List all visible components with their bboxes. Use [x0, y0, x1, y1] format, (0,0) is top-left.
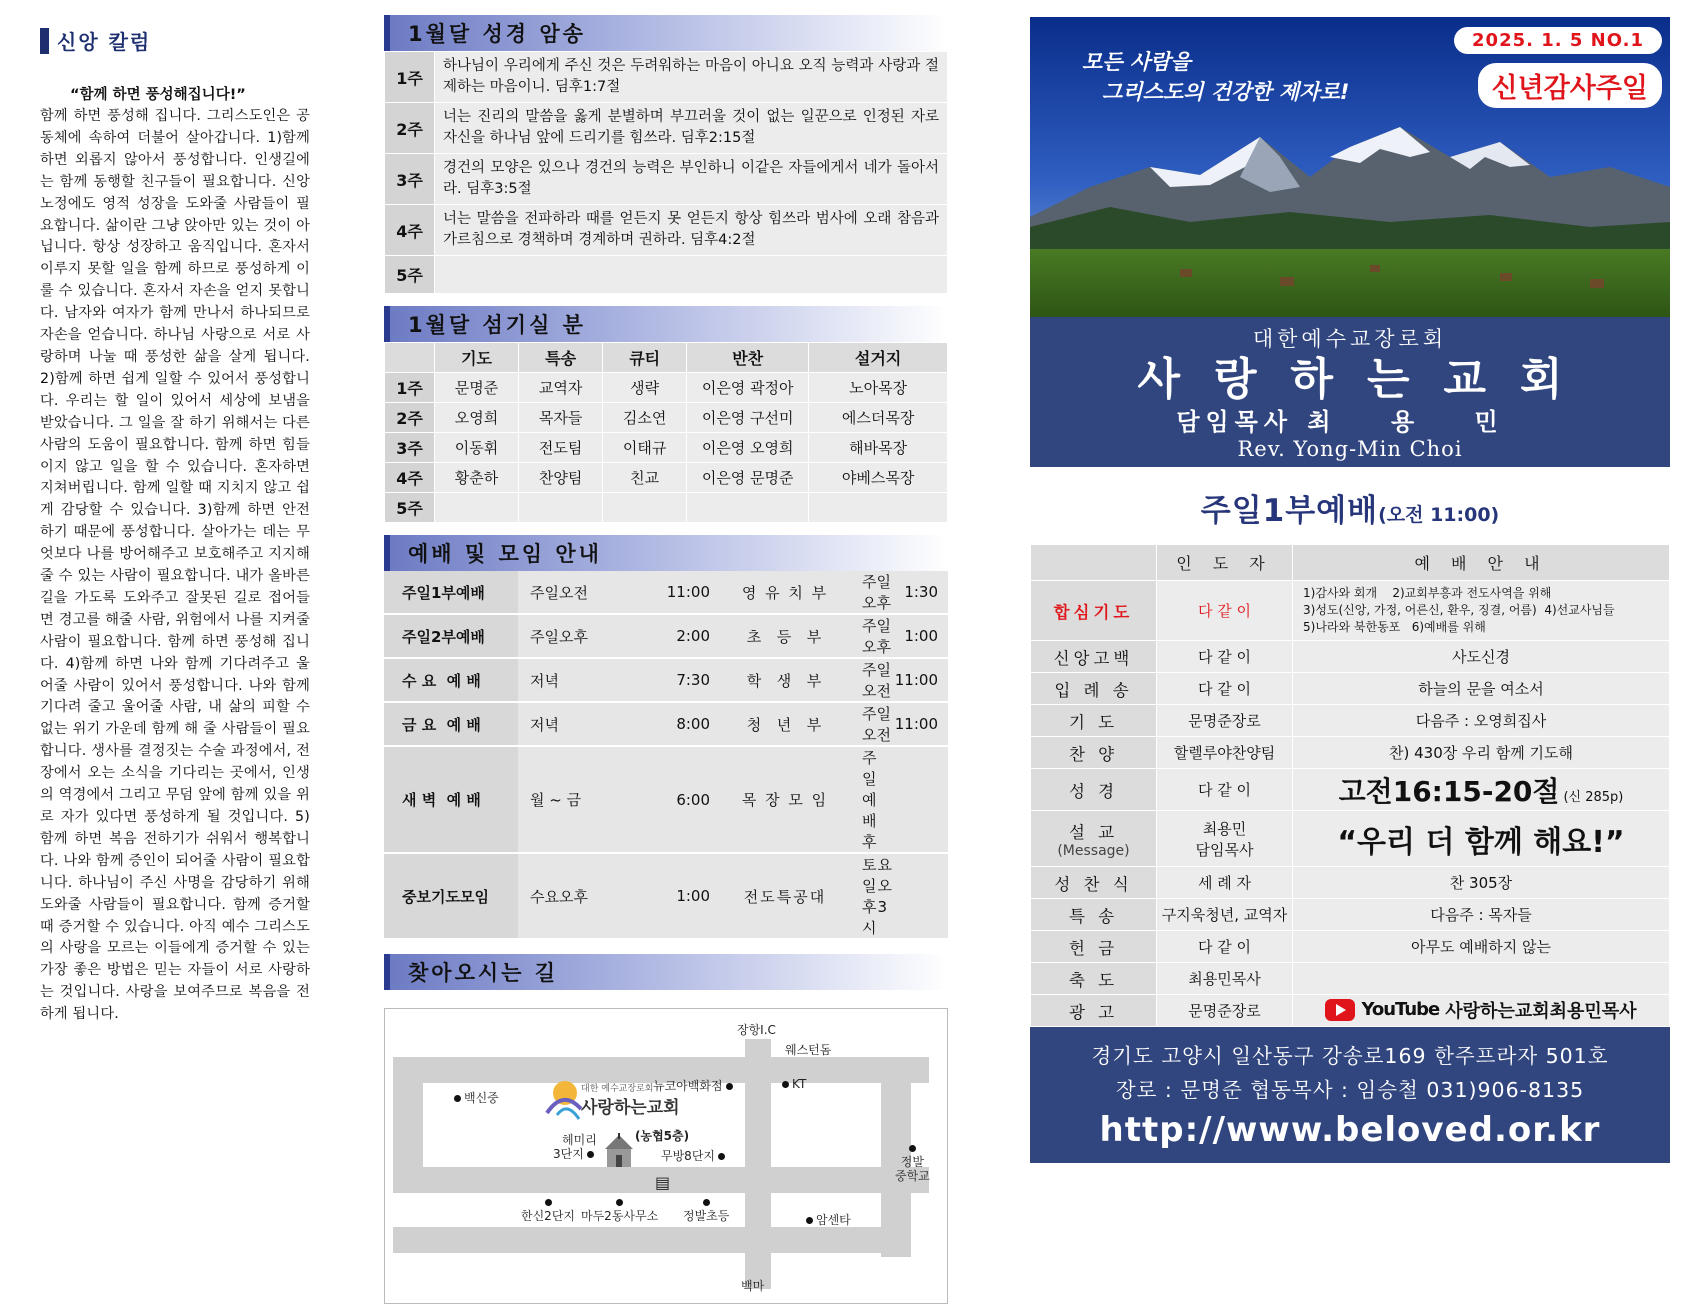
roster-cell: 찬양팀: [519, 463, 603, 493]
verse-table: [384, 51, 948, 294]
order-label-text: 성 경: [1068, 781, 1119, 801]
roster-row: [385, 433, 948, 463]
map-label-jeongbal: 정발 중학교: [895, 1141, 930, 1183]
schedule-row: [384, 614, 948, 658]
order-leader: [1157, 867, 1293, 899]
verse-text: 너는 말씀을 전파하라 때를 얻든지 못 얻든지 항상 힘쓰라 범사에 오래 참음과 가르침으로 경책하며 경계하며 권하라. 딤후4:2절: [435, 205, 948, 256]
order-of-service-table: [1030, 544, 1670, 1027]
map-header: [384, 954, 948, 990]
verse-row: [385, 256, 948, 294]
order-label: [1031, 811, 1157, 867]
roster-cell: 친교: [603, 463, 687, 493]
order-label-sub: (Message): [1057, 842, 1130, 859]
schedule-time2: 11:00: [895, 702, 948, 746]
column-subtitle: “함께 하면 풍성해집니다!”: [70, 87, 246, 103]
roster-cell: [603, 493, 687, 523]
column-header-bar: [40, 28, 49, 54]
order-leader-text: 다 같 이: [1197, 602, 1251, 620]
scripture-page: (신 285p): [1563, 789, 1624, 805]
order-info: [1293, 995, 1670, 1027]
map-label-nonghyup: (농협5층): [635, 1129, 690, 1143]
map-label-western: 웨스턴돔: [785, 1043, 832, 1057]
order-header-leader: 인 도 자: [1157, 545, 1293, 581]
roster-row: [385, 403, 948, 433]
schedule-name: 주일1부예배: [384, 571, 518, 614]
verses-title: 1월달 성경 암송: [408, 22, 586, 46]
roster-cell: 생략: [603, 373, 687, 403]
roster-cell: 해바목장: [809, 433, 948, 463]
roster-cell: 이태규: [603, 433, 687, 463]
map-label-jangh: 장항I.C: [737, 1023, 776, 1037]
order-info: [1293, 963, 1670, 995]
schedule-row: [384, 702, 948, 746]
pastor-name: 최 용 민: [1307, 408, 1524, 436]
middle-panel: [384, 15, 948, 1304]
roster-cell: 에스더목장: [809, 403, 948, 433]
column-header: [40, 26, 310, 55]
order-label-text: 헌 금: [1068, 938, 1119, 958]
order-leader-text: 구지욱청년, 교역자: [1161, 906, 1288, 924]
footer-address: 경기도 고양시 일산동구 강송로169 한주프라자 501호: [1091, 1044, 1609, 1068]
order-label: [1031, 899, 1157, 931]
order-info: [1293, 769, 1670, 811]
order-info-text: 찬) 430장 우리 함께 기도해: [1389, 744, 1573, 762]
map-label-madu: 마두2동사무소: [581, 1195, 658, 1223]
verse-text: [435, 256, 948, 294]
schedule-table: [384, 571, 948, 940]
order-label: [1031, 867, 1157, 899]
schedule-name2: 청 년 부: [720, 702, 850, 746]
order-row: [1031, 931, 1670, 963]
roster-header-row: [385, 343, 948, 373]
schedule-name: 새 벽 예 배: [384, 746, 518, 853]
roster-week: 2주: [385, 403, 435, 433]
order-leader: [1157, 811, 1293, 867]
verse-week: 2주: [385, 103, 435, 154]
schedule-row: [384, 658, 948, 702]
roster-cell: 야베스목장: [809, 463, 948, 493]
roster-cell: [687, 493, 809, 523]
map-label-jeongbalcho: 정발초등: [683, 1195, 729, 1223]
order-info: [1293, 737, 1670, 769]
directions-map: [384, 1008, 948, 1304]
roster-cell: [435, 493, 519, 523]
schedule-time: 1:00: [664, 853, 720, 939]
roster-cell: 문명준: [435, 373, 519, 403]
schedule-day: 저녁: [518, 702, 664, 746]
roster-cell: [519, 493, 603, 523]
order-label-text: 설 교: [1068, 822, 1119, 842]
slogan-line-1: 모든 사람을: [1082, 50, 1191, 74]
roster-week: 4주: [385, 463, 435, 493]
order-row: [1031, 641, 1670, 673]
order-label: [1031, 737, 1157, 769]
roster-week: 3주: [385, 433, 435, 463]
schedule-day: 주일오후: [518, 614, 664, 658]
schedule-name2: 전도특공대: [720, 853, 850, 939]
order-row: [1031, 995, 1670, 1027]
schedule-title: 예배 및 모임 안내: [408, 542, 602, 566]
roster-header: [384, 306, 948, 342]
youtube-wordmark: YouTube: [1361, 999, 1440, 1020]
map-label-hemiri: 헤미리 3단지: [553, 1133, 597, 1161]
order-leader: [1157, 673, 1293, 705]
order-info-text: 하늘의 문을 여소서: [1418, 680, 1544, 698]
order-label-text: 기 도: [1068, 712, 1119, 732]
order-info: [1293, 641, 1670, 673]
order-leader: [1157, 963, 1293, 995]
map-label-baeksin: 백신중: [451, 1089, 499, 1106]
schedule-name: 수 요 예 배: [384, 658, 518, 702]
roster-cell: 노아목장: [809, 373, 948, 403]
order-label: [1031, 705, 1157, 737]
roster-header-cell: 특송: [519, 343, 603, 373]
schedule-time: 6:00: [664, 746, 720, 853]
roster-title: 1월달 섬기실 분: [408, 313, 586, 337]
order-row: [1031, 811, 1670, 867]
order-info-text: 아무도 예배하지 않는: [1411, 938, 1551, 956]
roster-header-cell: 큐티: [603, 343, 687, 373]
order-label-text: 찬 양: [1068, 744, 1119, 764]
schedule-day: 저녁: [518, 658, 664, 702]
order-leader-text: 다 같 이: [1197, 680, 1251, 698]
order-leader: [1157, 737, 1293, 769]
schedule-day: 주일오전: [518, 571, 664, 614]
order-info-text: 다음주 : 목자들: [1430, 906, 1532, 924]
pastor-line: [1030, 407, 1670, 437]
order-leader-text: 할렐루야찬양팀: [1173, 744, 1276, 762]
map-label-baekma: 백마: [741, 1279, 765, 1293]
schedule-row: [384, 571, 948, 614]
schedule-name: 금 요 예 배: [384, 702, 518, 746]
roster-cell: 이은영 구선미: [687, 403, 809, 433]
order-leader-text: 문명준장로: [1188, 712, 1261, 730]
order-leader: [1157, 705, 1293, 737]
order-info-text: 찬 305장: [1449, 874, 1513, 892]
verses-header: [384, 15, 948, 51]
roster-header-cell: 설거지: [809, 343, 948, 373]
pastor-title: 담임목사: [1176, 408, 1294, 436]
verse-row: [385, 205, 948, 256]
youtube-channel: 사랑하는교회최용민목사: [1445, 1000, 1637, 1022]
map-title: 찾아오시는 길: [408, 961, 559, 985]
roster-week: 1주: [385, 373, 435, 403]
order-label: [1031, 581, 1157, 641]
order-leader: [1157, 581, 1293, 641]
roster-cell: 교역자: [519, 373, 603, 403]
schedule-day: 월 ~ 금: [518, 746, 664, 853]
sunday-badge: 신년감사주일: [1478, 63, 1663, 108]
schedule-time: 8:00: [664, 702, 720, 746]
verse-row: [385, 103, 948, 154]
order-info: [1293, 705, 1670, 737]
order-info: [1293, 899, 1670, 931]
schedule-name: 주일2부예배: [384, 614, 518, 658]
verse-text: 하나님이 우리에게 주신 것은 두려워하는 마음이 아니요 오직 능력과 사랑과 절제하는 마음이니. 딤후1:7절: [435, 52, 948, 103]
pastor-english-name: Rev. Yong-Min Choi: [1237, 437, 1463, 461]
verse-text: 너는 진리의 말씀을 옳게 분별하며 부끄러울 것이 없는 일꾼으로 인정된 자로 자신을 하나님 앞에 드리기를 힘쓰라. 딤후2:15절: [435, 103, 948, 154]
order-info: [1293, 931, 1670, 963]
youtube-link[interactable]: [1325, 997, 1636, 1023]
address-footer: [1030, 1027, 1670, 1163]
order-header-blank: [1031, 545, 1157, 581]
order-leader: [1157, 899, 1293, 931]
order-leader-text: 문명준장로: [1188, 1002, 1261, 1020]
order-info: [1293, 867, 1670, 899]
crosswalk-icon: ▤: [655, 1173, 670, 1192]
order-label-text: 축 도: [1068, 970, 1119, 990]
schedule-name2: 영 유 치 부: [720, 571, 850, 614]
column-title: 신앙 칼럼: [57, 30, 152, 54]
service-time: (오전 11:00): [1378, 504, 1500, 526]
order-row: [1031, 705, 1670, 737]
church-name: 사랑하는교회: [1137, 354, 1597, 405]
map-road-bottom: [393, 1227, 911, 1253]
roster-cell: 오영희: [435, 403, 519, 433]
verse-week: 5주: [385, 256, 435, 294]
roster-cell: 이은영 곽정아: [687, 373, 809, 403]
order-leader-text: 세 례 자: [1197, 874, 1251, 892]
cover-image: [1030, 17, 1670, 317]
scripture-reference: 고전16:15-20절: [1338, 774, 1560, 808]
denomination: 대한예수교장로회: [1252, 327, 1448, 351]
order-row: [1031, 737, 1670, 769]
order-leader: [1157, 931, 1293, 963]
order-leader: [1157, 769, 1293, 811]
schedule-name2: 학 생 부: [720, 658, 850, 702]
order-label-text: 광 고: [1068, 1002, 1119, 1022]
slogan-line-2: 그리스도의 건강한 제자로!: [1102, 80, 1350, 104]
schedule-day2: 주일오후: [850, 571, 895, 614]
roster-row: [385, 493, 948, 523]
order-label-text: 합심기도: [1053, 602, 1134, 622]
map-label-hanshin: 한신2단지: [521, 1195, 575, 1223]
order-leader: [1157, 995, 1293, 1027]
verse-row: [385, 154, 948, 205]
order-label: [1031, 769, 1157, 811]
roster-cell: 목자들: [519, 403, 603, 433]
service-name: 주일1부예배: [1200, 493, 1379, 529]
verse-text: 경건의 모양은 있으나 경건의 능력은 부인하니 이같은 자들에게서 네가 돌아서라. 딤후3:5절: [435, 154, 948, 205]
date-badge: 2025. 1. 5 NO.1: [1454, 27, 1662, 54]
order-label-text: 신앙고백: [1053, 648, 1134, 668]
schedule-name2: 초 등 부: [720, 614, 850, 658]
order-leader-text: 다 같 이: [1197, 648, 1251, 666]
roster-header-cell: [385, 343, 435, 373]
schedule-day2: 토요일오후3시: [850, 853, 895, 939]
order-info: [1293, 581, 1670, 641]
verse-week: 3주: [385, 154, 435, 205]
schedule-time2: 1:30: [895, 571, 948, 614]
schedule-name2: 목 장 모 임: [720, 746, 850, 853]
schedule-time: 7:30: [664, 658, 720, 702]
schedule-time2: [895, 853, 948, 939]
order-label: [1031, 931, 1157, 963]
faith-column: [40, 20, 310, 1026]
roster-week: 5주: [385, 493, 435, 523]
footer-url[interactable]: http://www.beloved.or.kr: [1099, 1110, 1601, 1150]
schedule-day: 수요오후: [518, 853, 664, 939]
verse-week: 4주: [385, 205, 435, 256]
schedule-row: [384, 746, 948, 853]
order-row: [1031, 899, 1670, 931]
order-label: [1031, 641, 1157, 673]
footer-contacts: 장로 : 문명준 협동목사 : 임승철 031)906-8135: [1115, 1078, 1585, 1102]
order-label: [1031, 963, 1157, 995]
roster-cell: 이은영 문명준: [687, 463, 809, 493]
schedule-time2: 1:00: [895, 614, 948, 658]
cover-slogan: [1082, 47, 1349, 107]
order-row: [1031, 769, 1670, 811]
order-row: [1031, 673, 1670, 705]
order-leader-text: 다 같 이: [1197, 781, 1251, 799]
order-leader-text: 최용민목사: [1188, 970, 1261, 988]
order-header-row: [1031, 545, 1670, 581]
schedule-day2: 주일오후: [850, 614, 895, 658]
schedule-time2: [895, 746, 948, 853]
order-leader-text: 최용민: [1202, 819, 1247, 838]
order-label: [1031, 995, 1157, 1027]
roster-cell: [809, 493, 948, 523]
order-info: [1293, 673, 1670, 705]
roster-row: [385, 373, 948, 403]
order-label: [1031, 673, 1157, 705]
map-label-kt: KT: [779, 1077, 806, 1091]
church-building-icon: [599, 1133, 639, 1169]
sermon-title: “우리 더 함께 해요!”: [1337, 824, 1625, 860]
service-title: [1030, 485, 1670, 530]
order-row: [1031, 581, 1670, 641]
roster-header-cell: 반찬: [687, 343, 809, 373]
roster-cell: 이동휘: [435, 433, 519, 463]
roster-cell: 이은영 오영희: [687, 433, 809, 463]
roster-cell: 전도팀: [519, 433, 603, 463]
roster-cell: 김소연: [603, 403, 687, 433]
order-leader: [1157, 641, 1293, 673]
map-label-newcore: 뉴코아백화점: [653, 1077, 736, 1094]
verse-row: [385, 52, 948, 103]
order-info-text: 다음주 : 오영희집사: [1415, 712, 1547, 730]
roster-cell: 황춘하: [435, 463, 519, 493]
order-info: [1293, 811, 1670, 867]
order-label-text: 특 송: [1068, 906, 1119, 926]
roster-table: [384, 342, 948, 523]
roster-header-cell: 기도: [435, 343, 519, 373]
map-road-left: [393, 1057, 423, 1193]
right-panel: [1030, 17, 1670, 1163]
column-body: 함께 하면 풍성해 집니다. 그리스도인은 공동체에 속하여 더불어 살아갑니다. 1)함께 하면 외롭지 않아서 풍성합니다. 인생길에는 함께 동행할 친구들이 필요합니다. 신앙노정에도 영적 성장을 도와줄 사람들이 필요합니다. 삶이란 그냥 앉아만 있는 것이 아닙니다. 항상 성장하고 움직입니다. 혼자서 이루지 못할 일을 함께 하므로 풍성하게 이룰 수 있습니다. 혼자서 자손을 얻지 못합니다. 남자와 여자가 함께 만나서 하나되므로 자손을 얻습니다. 하나님 사랑으로 서로 사랑하며 나눌 때 풍성한 삶을 살게 됩니다. 2)함께 하면 쉽게 일할 수 있어서 풍성합니다. 우리는 할 일이 있어서 세상에 보냄을 받았습니다. 그 일을 잘 하기 위해서는 다른 사람의 도움이 필요합니다. 함께 하면 힘들이지 않고 일을 할 수 있습니다. 혼자하면 지쳐버립니다. 함께 일할 때 지치지 않고 쉽게 감당할 수 있습니다. 3)함께 하면 안전하기 때문에 풍성합니다. 살아가는 데는 무엇보다 나를 방어해주고 보호해주고 지지해 줄 수 있는 사람이 필요합니다. 내가 올바른 길을 가도록 도와주고 잘못된 길로 접어들면 경고를 해줄 사람, 위험에서 나를 지켜줄 사람이 필요합니다. 함께 하면 풍성해 집니다. 4)함께 하면 나와 함께 기다려주고 울어줄 사람이 있어서 풍성합니다. 나와 함께 기다려 줄고 울어줄 사람, 내 삶의 피할 수 없는 위기 가운데 함께 해 줄 사람들이 필요합니다. 생사를 결정짓는 수술 과정에서, 전장에서 오는 소식을 기다리는 곳에서, 인생의 역경에서 그리고 무덤 앞에 함께 있을 위로 자가 있다면 풍성하게 될 것입니다. 5)함께 하면 복음 전하기가 쉬워서 행복합니다. 나와 함께 증인이 되어줄 사람이 필요합니다. 하나님이 주신 사명을 감당하기 위해 도와줄 사람들이 필요합니다. 함께 증거할 때 증거할 수 있습니다. 아직 예수 그리스도의 사랑을 모르는 이들에게 증거할 수 있는 가장 좋은 방법은 믿는 자들이 서로 사랑하는 것입니다. 사랑을 보여주므로 복음을 전하게 됩니다.: [40, 108, 310, 1023]
order-leader-sub: 담임목사: [1195, 840, 1254, 859]
schedule-row: [384, 853, 948, 939]
schedule-time: 2:00: [664, 614, 720, 658]
schedule-name: 중보기도모임: [384, 853, 518, 939]
church-banner: [1030, 317, 1670, 467]
youtube-icon: [1325, 999, 1355, 1021]
map-label-amcenter: 암센타: [803, 1211, 851, 1228]
church-logo-icon: [543, 1079, 583, 1123]
schedule-day2: 주일오전: [850, 702, 895, 746]
schedule-header: [384, 535, 948, 571]
order-header-info: 예 배 안 내: [1293, 545, 1670, 581]
order-info-text: 1)감사와 회개 2)교회부흥과 전도사역을 위해 3)성도(신앙, 가정, 어른신, 환우, 징결, 어름) 4)선교사님들 5)나라와 북한동포 6)예배를 위해: [1303, 586, 1615, 634]
map-label-mubang: 무방8단지: [661, 1147, 728, 1164]
order-leader-text: 다 같 이: [1197, 938, 1251, 956]
schedule-day2: 주일오전: [850, 658, 895, 702]
order-row: [1031, 963, 1670, 995]
schedule-day2: 주 일 예 배 후: [850, 746, 895, 853]
schedule-time2: 11:00: [895, 658, 948, 702]
order-label-text: 성 찬 식: [1054, 874, 1133, 894]
order-label-text: 입 례 송: [1054, 680, 1133, 700]
order-row: [1031, 867, 1670, 899]
roster-row: [385, 463, 948, 493]
schedule-time: 11:00: [664, 571, 720, 614]
verse-week: 1주: [385, 52, 435, 103]
order-info-text: 사도신경: [1452, 648, 1510, 666]
map-church-logo: 대한 예수교장로회 사랑하는교회: [543, 1079, 653, 1133]
